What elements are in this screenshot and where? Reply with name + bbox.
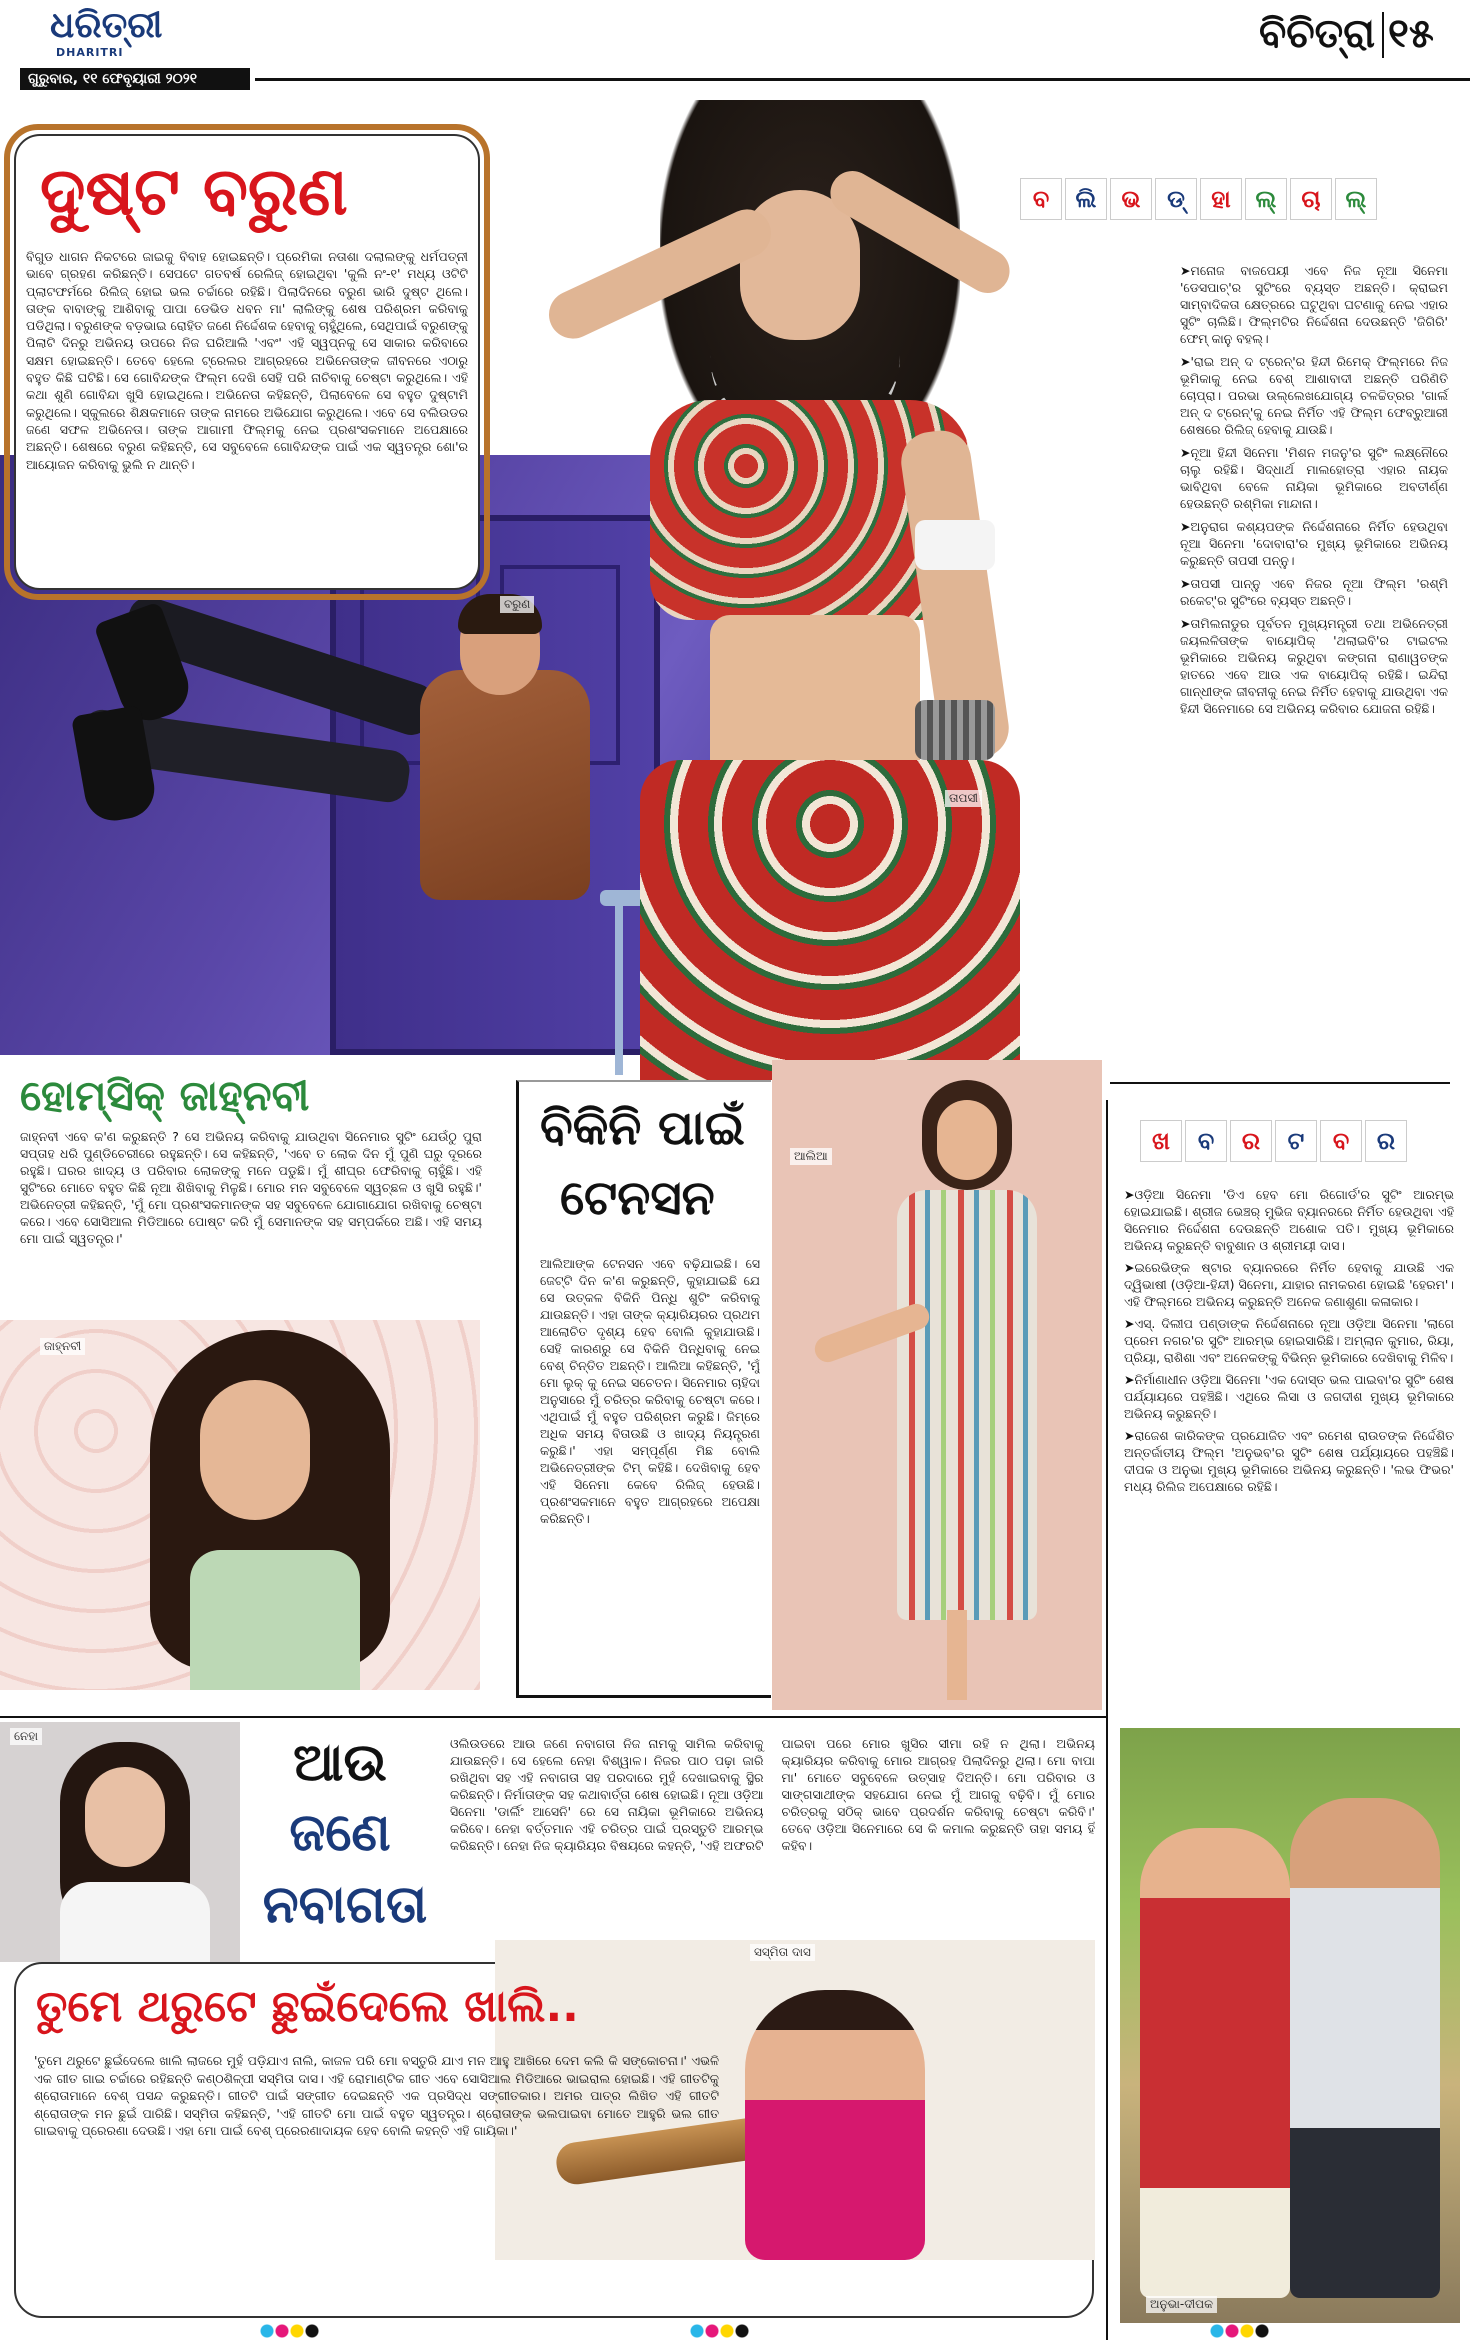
khabar-item: ➤ନିର୍ମାଣାଧୀନ ଓଡ଼ିଆ ସିନେମା 'ଏକ ଦୋସ୍ତ ଭଲ ପାଇବା'ର ସୁଟିଂ ଶେଷ ପର୍ଯ୍ୟାୟରେ ପହଞ୍ଚିଛି। ଏଥିରେ ଲିସା ଓ ଜଗଦୀଶ ମୁଖ୍ୟ ଭୂମିକାରେ ଅଭିନୟ କରୁଛନ୍ତି।: [1124, 1372, 1454, 1421]
taapsee-skirt: [640, 760, 1020, 1080]
khabar-rule-left: [1106, 1100, 1108, 2340]
taapsee-caption: ତାପସୀ: [945, 790, 982, 807]
sasmita-caption: ସସ୍ମିତା ଦାସ: [750, 1944, 815, 1961]
alia-headline-2: ଟେନସନ: [560, 1170, 715, 1226]
bollywood-item: ➤ମନୋଜ ବାଜପେୟୀ ଏବେ ନିଜ ନୂଆ ସିନେମା 'ଡେସପାଚ୍'ର ସୁଟିଂରେ ବ୍ୟସ୍ତ ଅଛନ୍ତି। କ୍ରାଇମ ସାମ୍ବାଦିକତା କ୍ଷେତ୍ରରେ ଘଟୁଥିବା ଘଟଣାକୁ ନେଇ ଏହାର ସୁଟିଂ ଚାଲିଛି। ଫିଲ୍ମଟିର ନିର୍ଦ୍ଦେଶନା ଦେଉଛନ୍ତି 'ଜିଗିରି' ଫେମ୍ କାନୁ ବହଲ୍।: [1180, 263, 1448, 346]
masthead-rule: [255, 78, 1470, 81]
bollywood-column: [1180, 262, 1448, 1062]
bollywood-title-box-4: ଡ୍: [1155, 178, 1197, 220]
alia-face: [937, 1100, 997, 1180]
khabar-title-box-3: ର: [1230, 1120, 1272, 1162]
taapsee-bangle-2: [915, 700, 995, 760]
janhvi-headline: ହୋମ୍‌ସିକ୍ ଜାହ୍ନବୀ: [20, 1071, 310, 1120]
newcomer-body: ଓଲିଉଡରେ ଆଉ ଜଣେ ନବାଗତା ନିଜ ନାମକୁ ସାମିଲ କରିବାକୁ ଯାଉଛନ୍ତି। ସେ ହେଲେ ନେହା ବିଶ୍ୱାଳ। ନିଜର ପାଠ ପଢ଼ା ଜାରି ରଖିଥିବା ସହ ଏହି ନବାଗତା ସହ ପରଦାରେ ମୁହଁ ଦେଖାଇବାକୁ ସ୍ଥିର କରିଛନ୍ତି। ନିର୍ମାତାଙ୍କ ସହ କଥାବାର୍ତ୍ତା ଶେଷ ହୋଇଛି। ନୂଆ ଓଡ଼ିଆ ସିନେମା 'ଡାର୍ଲିଂ ଆସେନି' ରେ ସେ ନାୟିକା ଭୂମିକାରେ ଅଭିନୟ କରିବେ। ନେହା ବର୍ତ୍ତମାନ ଏହି ଚରିତ୍ର ପାଇଁ ପ୍ରସ୍ତୁତି ଆରମ୍ଭ କରିଛନ୍ତି। ନେହା ନିଜ କ୍ୟାରିୟର ବିଷୟରେ କହନ୍ତି, 'ଏହି ଅଫରଟି ପାଇବା ପରେ ମୋର ଖୁସିର ସୀମା ରହି ନ ଥିଲା। ଅଭିନୟ କ୍ୟାରିୟର କରିବାକୁ ମୋର ଆଗ୍ରହ ପିଲାଦିନରୁ ଥିଲା। ମୋ ବାପା ମା' ମୋତେ ସବୁବେଳେ ଉତ୍ସାହ ଦିଅନ୍ତି। ମୋ ପରିବାର ଓ ସାଙ୍ଗସାଥୀଙ୍କ ସହଯୋଗ ନେଇ ମୁଁ ଆଗକୁ ବଢ଼ିବି। ମୁଁ ମୋର ଚରିତ୍ରକୁ ସଠିକ୍ ଭାବେ ପ୍ରଦର୍ଶନ କରିବାକୁ ଚେଷ୍ଟା କରିବି।' ତେବେ ଓଡ଼ିଆ ସିନେମାରେ ସେ କି କମାଲ କରୁଛନ୍ତି ତାହା ସମୟ ହିଁ କହିବ।: [450, 1736, 1095, 1853]
khabar-title-box-4: ଟ: [1275, 1120, 1317, 1162]
alia-leg: [947, 1610, 967, 1700]
bollywood-item: ➤'ରାଇ ଅନ୍ ଦ ଟ୍ରେନ୍'ର ହିନ୍ଦୀ ରିମେକ୍ ଫିଲ୍ମରେ ନିଜ ଭୂମିକାକୁ ନେଇ ବେଶ୍ ଆଶାବାଦୀ ଅଛନ୍ତି ପରିଣିତି ଚୋପ୍ରା। ପରଭା ଉଲ୍ଲେଖଯୋଗ୍ୟ ଚଳଚ୍ଚିତ୍ରର 'ଗାର୍ଲ ଅନ୍ ଦ ଟ୍ରେନ୍'କୁ ନେଇ ନିର୍ମିତ ଏହି ଫିଲ୍ମ ଫେବ୍ରୁଆରୀ ଶେଷରେ ରିଲିଜ୍ ହେବାକୁ ଯାଉଛି।: [1180, 354, 1448, 437]
taapsee-bangle: [915, 520, 995, 570]
janhvi-body: ଜାହ୍ନବୀ ଏବେ କ'ଣ କରୁଛନ୍ତି ? ସେ ଅଭିନୟ କରିବାକୁ ଯାଉଥିବା ସିନେମାର ସୁଟିଂ ଯେଉଁଠୁ ପୁରା ସପ୍ତାହ ଧରି ପୁଣ୍ଡିଚେରୀରେ ରହୁଛନ୍ତି। ସେ କହିଛନ୍ତି, 'ଏବେ ତ ଲୋକ ଦିନ ମୁଁ ପୁଣି ଘରୁ ଦୂରରେ ରହୁଛି। ଘରର ଖାଦ୍ୟ ଓ ପରିବାର ଲୋକଙ୍କୁ ମନେ ପଡୁଛି। ମୁଁ ଶୀଘ୍ର ଫେରିବାକୁ ଚାହୁଁଛି। ଏହି ସୁଟିଂରେ ମୋତେ ବହୁତ କିଛି ନୂଆ ଶିଖିବାକୁ ମିଳୁଛି। ମୋର ମନ ସବୁବେଳେ ସ୍ୱଚ୍ଛଳ ଓ ଖୁସି ରହୁଛି।' ଅଭିନେତ୍ରୀ କହିଛନ୍ତି, 'ମୁଁ ମୋ ପ୍ରଶଂସକମାନଙ୍କ ସହ ସବୁବେଳେ ଯୋଗାଯୋଗ ରଖିବାକୁ ଚେଷ୍ଟା କରେ। ଏବେ ସୋସିଆଲ ମିଡିଆରେ ପୋଷ୍ଟ କରି ମୁଁ ସେମାନଙ୍କ ସହ ସମ୍ପର୍କରେ ଅଛି। ଏହି ସମୟ ମୋ ପାଇଁ ସ୍ୱତନ୍ତ୍ର।': [20, 1129, 482, 1246]
bollywood-rule: [1110, 1082, 1450, 1084]
khabar-column: [1124, 1186, 1454, 1706]
color-registration-mark: [1210, 2324, 1270, 2338]
newcomer-headline-3: ନବାଗତା: [262, 1875, 428, 1935]
bollywood-title-box-1: ବ: [1020, 178, 1062, 220]
newcomer-headline-1: ଆଉ: [293, 1733, 387, 1793]
bollywood-title: [1020, 178, 1450, 224]
bollywood-title-box-8: ଲ୍: [1335, 178, 1377, 220]
janhvi-photo: [0, 1320, 480, 1690]
neha-caption: ନେହା: [10, 1728, 42, 1745]
anubha-deepak-caption: ଅନୁଭା-ଦୀପକ: [1146, 2296, 1217, 2313]
varun-caption: ବରୁଣ: [500, 596, 534, 613]
neha-face: [85, 1767, 165, 1867]
khabar-title-box-1: ଖ: [1140, 1120, 1182, 1162]
neha-top: [60, 1882, 210, 1962]
newcomer-rule-top: [0, 1716, 1106, 1718]
sasmita-body: 'ତୁମେ ଥରୁଟେ ଛୁଇଁଦେଲେ ଖାଲି ଲାଜରେ ମୁହଁ ପଡ଼ିଯାଏ ନାଲି, କାଜଳ ପରି ମୋ ବସ୍ତୁରି ଯାଏ ମନ ଆହୁ ଆଖିରେ ଦେମ କଲି କି ସଙ୍କୋଚନା।' ଏଭଳି ଏକ ଗୀତ ଗାଇ ଚର୍ଚ୍ଚାରେ ରହିଛନ୍ତି କଣ୍ଠଶିଳ୍ପୀ ସସ୍ମିତା ଦାସ। ଏହି ରୋମାଣ୍ଟିକ ଗୀତ ଏବେ ସୋସିଆଲ ମିଡିଆରେ ଭାଇରାଲ ହୋଇଛି। ଏହି ଗୀତଟିକୁ ଶ୍ରୋତାମାନେ ବେଶ୍ ପସନ୍ଦ କରୁଛନ୍ତି। ଗୀତଟି ପାଇଁ ସଙ୍ଗୀତ ଦେଇଛନ୍ତି ଏକ ପ୍ରସିଦ୍ଧ ସଙ୍ଗୀତକାର। ଅମର ପାତ୍ର ଲିଖିତ ଏହି ଗୀତଟି ଶ୍ରୋତାଙ୍କ ମନ ଛୁଇଁ ପାରିଛି। ସସ୍ମିତା କହିଛନ୍ତି, 'ଏହି ଗୀତଟି ମୋ ପାଇଁ ବହୁତ ସ୍ୱତନ୍ତ୍ର। ଶ୍ରୋତାଙ୍କ ଭଲପାଇବା ମୋତେ ଆହୁରି ଭଲ ଗୀତ ଗାଇବାକୁ ପ୍ରେରଣା ଦେଉଛି। ଏହା ମୋ ପାଇଁ ବେଶ୍ ପ୍ରେରଣାଦାୟକ ହେବ ବୋଲି କହନ୍ତି ଏହି ଗାୟିକା।': [34, 2053, 719, 2138]
varun-headline: ଦୁଷ୍ଟ ବରୁଣ: [40, 153, 348, 230]
woman-figure: [1140, 1828, 1290, 2298]
alia-headline-1: ବିକିନି ପାଇଁ: [540, 1100, 745, 1156]
khabar-item: ➤ରାଜେଶ କାରିକଙ୍କ ପ୍ରଯୋଜିତ ଏବଂ ରମେଶ ରାଉତଙ୍କ ନିର୍ଦ୍ଦେଶିତ ଅନ୍ତର୍ଜାତୀୟ ଫିଲ୍ମ 'ଅନୁଭବ'ର ସୁଟିଂ ଶେଷ ପର୍ଯ୍ୟାୟରେ ପହଞ୍ଚିଛି। ଦୀପକ ଓ ଅନୁଭା ମୁଖ୍ୟ ଭୂମିକାରେ ଅଭିନୟ କରୁଛନ୍ତି। 'ଲଭ ଫିଭର' ମଧ୍ୟ ରିଲିଜ ଅପେକ୍ଷାରେ ରହିଛି।: [1124, 1428, 1454, 1494]
bollywood-title-box-2: ଲି: [1065, 178, 1107, 220]
newcomer-headline-2: ଜଣେ: [289, 1803, 391, 1863]
color-registration-mark: [690, 2324, 750, 2338]
logo: [50, 4, 230, 64]
taapsee-photo: [520, 100, 1100, 1080]
sasmita-headline: ତୁମେ ଥରୁଟେ ଛୁଇଁଦେଲେ ଖାଲି..: [36, 1981, 579, 2032]
masthead-divider: [1382, 12, 1384, 58]
anubha-deepak-photo: [1120, 1728, 1460, 2323]
masthead: [0, 0, 1477, 92]
bollywood-item: ➤ନୂଆ ହିନ୍ଦୀ ସିନେମା 'ମିଶନ ମଜନୁ'ର ସୁଟିଂ ଲକ୍ଷ୍ନୌରେ ଚାଲୁ ରହିଛି। ସିଦ୍ଧାର୍ଥ ମାଲହୋତ୍ରା ଏହାର ନାୟକ ଭାବିଥିବା ବେଳେ ନାୟିକା ଭୂମିକାରେ ଅବତୀର୍ଣ୍ଣ ହେଉଛନ୍ତି ରଶ୍ମିକା ମାନ୍ଦାନା।: [1180, 445, 1448, 511]
khabar-title-box-5: ବ: [1320, 1120, 1362, 1162]
janhvi-face: [200, 1380, 310, 1520]
bollywood-title-box-5: ହା: [1200, 178, 1242, 220]
logo-text: ଧରିତ୍ରୀ: [50, 4, 163, 46]
khabar-item: ➤ଏସ୍. ଦିଲୀପ ପଣ୍ଡାଙ୍କ ନିର୍ଦ୍ଦେଶନାରେ ନୂଆ ଓଡ଼ିଆ ସିନେମା 'ଲାଗେ ପ୍ରେମ ନଗର'ର ସୁଟିଂ ଆରମ୍ଭ ହୋଇସାରିଛି। ଅମ୍ଲାନ କୁମାର, ରିୟା, ପ୍ରିୟା, ରାଶିଶା ଏବଂ ଅନେକଙ୍କୁ ବିଭିନ୍ନ ଭୂମିକାରେ ଦେଖିବାକୁ ମିଳିବ।: [1124, 1316, 1454, 1365]
khabar-title-box-2: ବ: [1185, 1120, 1227, 1162]
bollywood-title-box-3: ଭ: [1110, 178, 1152, 220]
date-text: ଗୁରୁବାର, ୧୧ ଫେବୃୟାରୀ ୨୦୨୧: [28, 71, 198, 87]
logo-subtext: DHARITRI: [56, 46, 124, 59]
khabar-title-box-6: ର: [1365, 1120, 1407, 1162]
bollywood-title-box-6: ଲ୍: [1245, 178, 1287, 220]
bollywood-item: ➤ତାମିଲନାଡୁର ପୂର୍ବତନ ମୁଖ୍ୟମନ୍ତ୍ରୀ ତଥା ଅଭିନେତ୍ରୀ ଜୟଲଳିତାଙ୍କ ବାୟୋପିକ୍ 'ଥଲାଇବି'ର ଟାଇଟଲ ଭୂମିକାରେ ଅଭିନୟ କରୁଥିବା କଙ୍ଗନା ରାଣାୱତଙ୍କ ହାତରେ ଏବେ ଆଉ ଏକ ବାୟୋପିକ୍ ରହିଛି। ଇନ୍ଦିରା ଗାନ୍ଧୀଙ୍କ ଜୀବନୀକୁ ନେଇ ନିର୍ମିତ ହେବାକୁ ଯାଉଥିବା ଏକ ହିନ୍ଦୀ ସିନେମାରେ ସେ ଅଭିନୟ କରିବାର ଯୋଜନା ରହିଛି।: [1180, 616, 1448, 716]
alia-caption: ଆଲିଆ: [790, 1148, 832, 1165]
bollywood-title-box-7: ଚା: [1290, 178, 1332, 220]
khabar-item: ➤ଓଡ଼ିଆ ସିନେମା 'ଡିଏ ହେବ ମୋ ରିଗୋର୍ଡ'ର ସୁଟିଂ ଆରମ୍ଭ ହୋଇଯାଇଛି। ଶ୍ରୀଜ ଭେଞ୍ଚର୍ ମୁଭିଜ ବ୍ୟାନରରେ ନିର୍ମିତ ହେଉଥିବା ଏହି ସିନେମାର ନିର୍ଦ୍ଦେଶନା ଦେଉଛନ୍ତି ଅଶୋକ ପତି। ମୁଖ୍ୟ ଭୂମିକାରେ ଅଭିନୟ କରୁଛନ୍ତି ବାବୁଶାନ ଓ ଶ୍ରୀମୟୀ ଦାସ।: [1124, 1187, 1454, 1253]
janhvi-caption: ଜାହ୍ନବୀ: [40, 1338, 85, 1355]
janhvi-top: [190, 1550, 360, 1690]
khabar-item: ➤ଇରେଭିଙ୍କ ଷ୍ଟାର ବ୍ୟାନରରେ ନିର୍ମିତ ହେବାକୁ ଯାଉଛି ଏକ ଦ୍ୱିଭାଷୀ (ଓଡ଼ିଆ-ହିନ୍ଦୀ) ସିନେମା, ଯାହାର ନାମକରଣ ହୋଇଛି 'ହେରମ'। ଏହି ଫିଲ୍ମରେ ଅଭିନୟ କରୁଛନ୍ତି ଅନେକ ଜଣାଶୁଣା କଳାକାର।: [1124, 1260, 1454, 1309]
bollywood-item: ➤ତାପସୀ ପାନ୍ନୁ ଏବେ ନିଜର ନୂଆ ଫିଲ୍ମ 'ରଶ୍ମି ରକେଟ୍'ର ସୁଟିଂରେ ବ୍ୟସ୍ତ ଅଛନ୍ତି।: [1180, 576, 1448, 608]
alia-body: ଆଲିଆଙ୍କ ଟେନସନ ଏବେ ବଢ଼ିଯାଇଛି। ସେ ଜେଟ୍ଟି ଦିନ କ'ଣ କରୁଛନ୍ତି, କୁହାଯାଇଛି ଯେ ସେ ଉତ୍କଳ ବିକିନି ପିନ୍ଧି ଶୁଟିଂ କରିବାକୁ ଯାଉଛନ୍ତି। ଏହା ତାଙ୍କ କ୍ୟାରିୟରର ପ୍ରଥମ ଆଲୋଚିତ ଦୃଶ୍ୟ ହେବ ବୋଲି କୁହାଯାଉଛି। ସେହି କାରଣରୁ ସେ ବିକିନି ପିନ୍ଧିବାକୁ ନେଇ ବେଶ୍ ଚିନ୍ତିତ ଅଛନ୍ତି। ଆଲିଆ କହିଛନ୍ତି, 'ମୁଁ ମୋ ଲୁକ୍ କୁ ନେଇ ସଚେତନ। ସିନେମାର ଚାହିଦା ଅନୁସାରେ ମୁଁ ଚରିତ୍ର କରିବାକୁ ଚେଷ୍ଟା କରେ। ଏଥିପାଇଁ ମୁଁ ବହୁତ ପରିଶ୍ରମ କରୁଛି। ଜିମ୍‌ରେ ଅଧିକ ସମୟ ବିତାଉଛି ଓ ଖାଦ୍ୟ ନିୟନ୍ତ୍ରଣ କରୁଛି।' ଏହା ସମ୍ପୂର୍ଣ୍ଣ ମିଛ ବୋଲି ଅଭିନେତ୍ରୀଙ୍କ ଟିମ୍ କହିଛି। ଦେଖିବାକୁ ହେବ ଏହି ସିନେମା କେବେ ରିଲିଜ୍ ହେଉଛି। ପ୍ରଶଂସକମାନେ ବହୁତ ଆଗ୍ରହରେ ଅପେକ୍ଷା କରିଛନ୍ତି।: [540, 1256, 760, 1526]
khabar-title: [1140, 1120, 1440, 1166]
color-registration-mark: [260, 2324, 320, 2338]
page-number: ୧୫: [1388, 11, 1434, 57]
sasmita-figure: [745, 1990, 925, 2260]
alia-dress: [897, 1190, 1037, 1620]
man-figure: [1290, 1798, 1440, 2298]
bollywood-item: ➤ଅନୁରାଗ କଶ୍ୟପଙ୍କ ନିର୍ଦ୍ଦେଶନାରେ ନିର୍ମିତ ହେଉଥିବା ନୂଆ ସିନେମା 'ଦୋବାରା'ର ମୁଖ୍ୟ ଭୂମିକାରେ ଅଭିନୟ କରୁଛନ୍ତି ତାପସୀ ପନ୍ନୁ।: [1180, 519, 1448, 568]
neha-photo: [0, 1722, 240, 1962]
footer-marks: [0, 2322, 1477, 2339]
varun-body: ବିଗୁଡ ଧାଗନ ନିକଟରେ ଜାଇକୁ ବିବାହ ହୋଇଛନ୍ତି। ପ୍ରେମିକା ନତାଶା ଦଲାଲଙ୍କୁ ଧର୍ମପତ୍ନୀ ଭାବେ ଗ୍ରହଣ କରିଛନ୍ତି। ସେପଟେ ଗତବର୍ଷ ରେଲିଜ୍ ହୋଇଥିବା 'କୁଲି ନଂ-୧' ମଧ୍ୟ ଓଟିଟି ପ୍ଲାଟଫର୍ମରେ ରିଲିଜ୍ ହୋଇ ଭଲ ଚର୍ଚ୍ଚାରେ ରହିଛି। ପିଲାଦିନରେ ବରୁଣ ଭାରି ଦୁଷ୍ଟ ଥିଲେ। ତାଙ୍କ ବାବାଙ୍କୁ ଆଶିବାକୁ ପାପା ଡେଭିଡ ଧବନ ମା' ଲାଲିଙ୍କୁ ଶେଷ ପରିଶ୍ରମ କରିବାକୁ ପଡିଥିଲା। ବରୁଣଙ୍କ ବଡ଼ଭାଇ ରୋହିତ ଜଣେ ନିର୍ଦ୍ଦେଶକ ହେବାକୁ ଚାହୁଁଥିଲେ, ସେଥିପାଇଁ ବରୁଣଙ୍କୁ ପିଲାଟି ଦିନରୁ ଅଭିନୟ ଉପରେ ନିଜ ଘରିଆଲି 'ଏବଂ' ଏହି ସ୍ୱପ୍ନକୁ ସେ ସାକାର କରିବାରେ ସକ୍ଷମ ହୋଇଛନ୍ତି। ତେବେ ହେଲେ ଟ୍ରେଲର ଆଗ୍ରହରେ ଅଭିନେତାଙ୍କ ଜୀବନରେ ଏଠାରୁ ବହୁତ କିଛି ଘଟିଛି। ସେ ଗୋବିନ୍ଦଙ୍କ ଫିଲ୍ମ ଦେଖି ସେହି ପରି ନାଚିବାକୁ ଚେଷ୍ଟା କରୁଥିଲେ। ଏହି କଥା ଶୁଣି ଗୋବିନ୍ଦା ଖୁସି ହୋଇଥିଲେ। ଅଭିନେତା କହିଛନ୍ତି, ପିଲାବେଳେ ସେ ବହୁତ ଦୁଷ୍ଟାମି କରୁଥିଲେ। ସ୍କୁଲରେ ଶିକ୍ଷକମାନେ ତାଙ୍କ ନାମରେ ଅଭିଯୋଗ କରୁଥିଲେ। ଏବେ ସେ ବଲିଉଡର ଜଣେ ସଫଳ ଅଭିନେତା। ତାଙ୍କ ଆଗାମୀ ଫିଲ୍ମକୁ ନେଇ ପ୍ରଶଂସକମାନେ ଅପେକ୍ଷାରେ ଅଛନ୍ତି। ଶେଷରେ ବରୁଣ କହିଛନ୍ତି, ସେ ସବୁବେଳେ ଗୋବିନ୍ଦଙ୍କ ପାଇଁ ଏକ ସ୍ୱତନ୍ତ୍ର ଶୋ'ର ଆୟୋଜନ କରିବାକୁ ଭୁଲି ନ ଥାନ୍ତି।: [26, 249, 468, 472]
section-title: ବିଚିତ୍ରା: [1258, 11, 1375, 57]
